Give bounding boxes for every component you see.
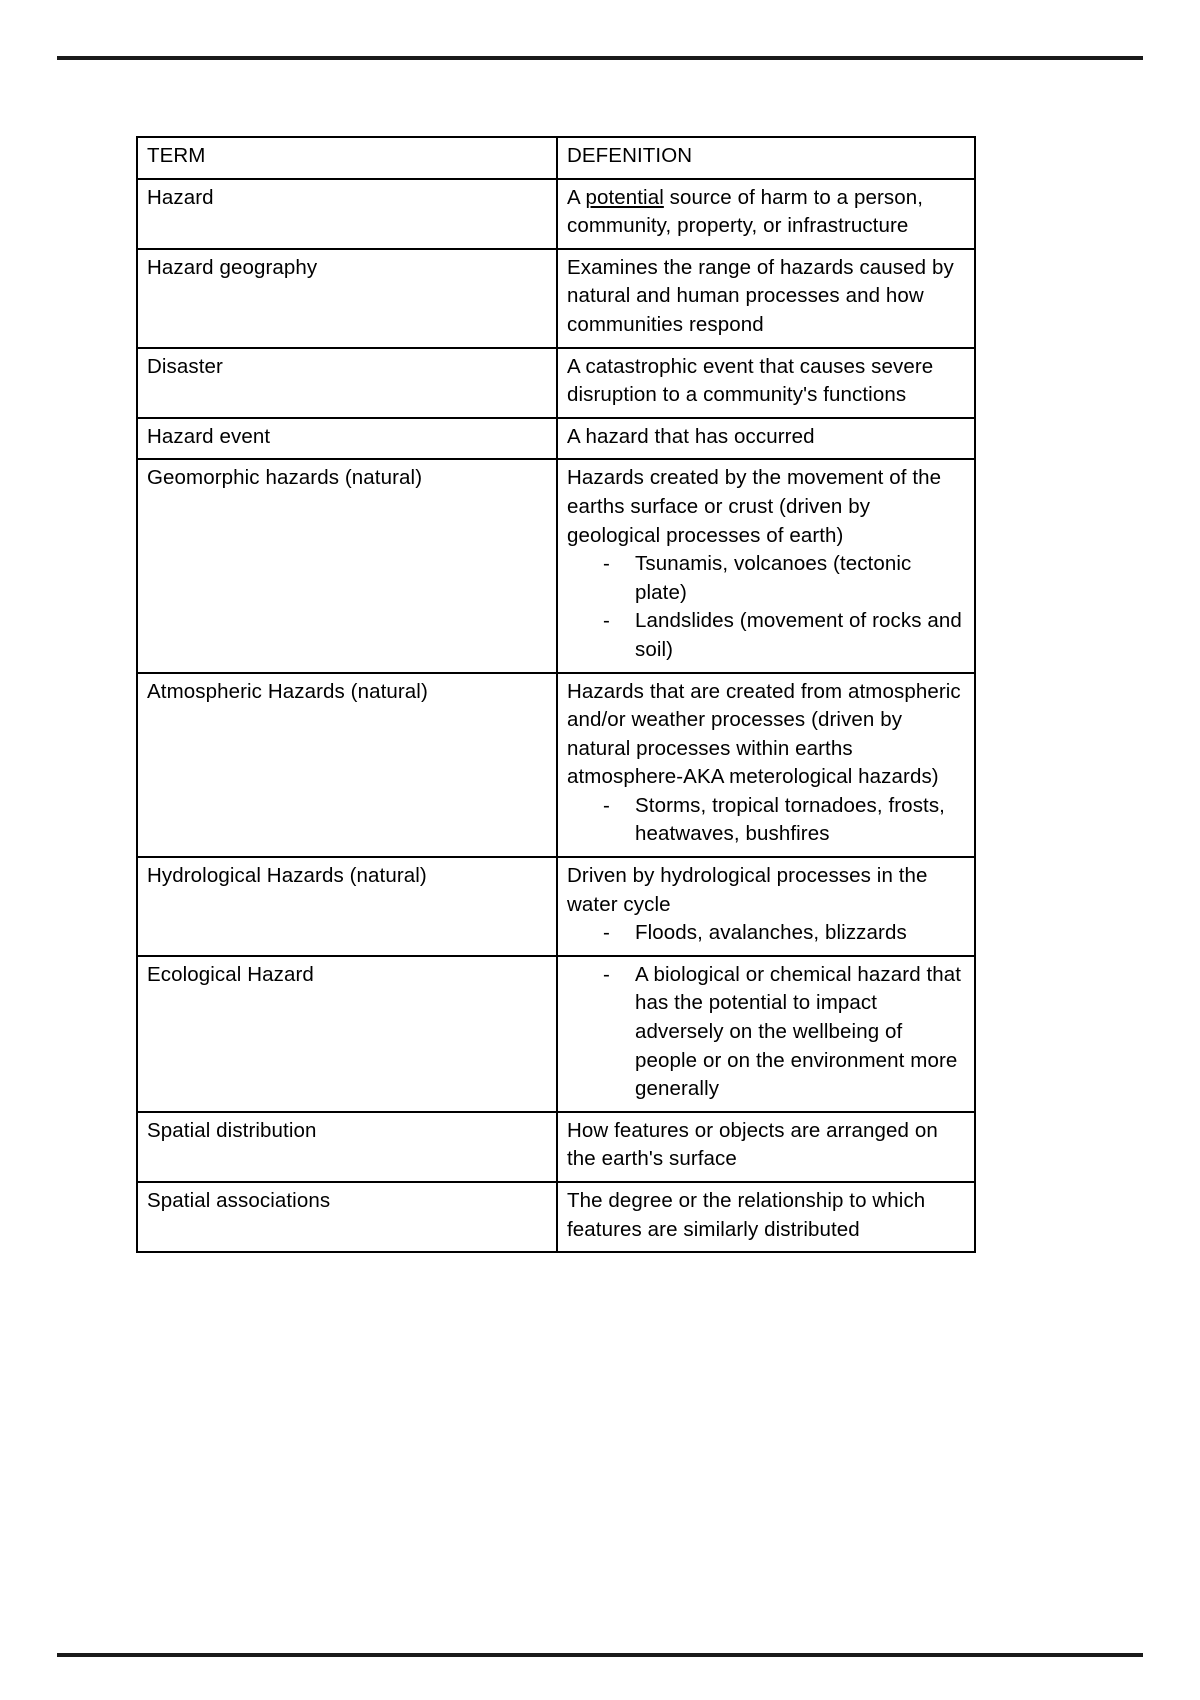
definition-bullet-list <box>567 919 965 948</box>
list-item <box>567 961 965 1104</box>
definition-text: Examines the range of hazards caused by natural and human processes and how communities respond <box>567 255 954 336</box>
list-item <box>567 550 965 607</box>
bullet-dash-icon: - <box>603 552 610 576</box>
footer-rule <box>57 1653 1143 1657</box>
definition-bullet-list <box>567 550 965 664</box>
term-cell: Hazard <box>137 179 557 249</box>
definition-cell <box>557 1182 975 1252</box>
definition-cell <box>557 418 975 460</box>
term-cell: Disaster <box>137 348 557 418</box>
table-row <box>137 673 975 858</box>
bullet-dash-icon: - <box>603 793 610 817</box>
bullet-text: Tsunamis, volcanoes (tectonic plate) <box>635 552 912 604</box>
bullet-text: Storms, tropical tornadoes, frosts, heatwaves, bushfires <box>635 793 945 846</box>
list-item <box>567 792 965 849</box>
list-item <box>567 919 965 948</box>
definition-text: How features or objects are arranged on the earth's surface <box>567 1118 938 1171</box>
list-item <box>567 607 965 664</box>
definition-cell <box>557 179 975 249</box>
bullet-text: Landslides (movement of rocks and soil) <box>635 609 962 661</box>
definition-text: The degree or the relationship to which features are similarly distributed <box>567 1189 926 1241</box>
header-rule <box>57 56 1143 60</box>
definition-text: A hazard that has occurred <box>567 424 815 448</box>
table-body <box>137 179 975 1253</box>
table-row <box>137 956 975 1112</box>
table-row <box>137 1182 975 1252</box>
term-cell: Atmospheric Hazards (natural) <box>137 673 557 858</box>
bullet-dash-icon: - <box>603 962 610 986</box>
term-cell: Spatial associations <box>137 1182 557 1252</box>
definition-text: A catastrophic event that causes severe disruption to a community's functions <box>567 354 934 407</box>
glossary-table-container <box>136 136 974 1253</box>
definition-cell <box>557 249 975 348</box>
term-cell: Hydrological Hazards (natural) <box>137 857 557 956</box>
bullet-text: Floods, avalanches, blizzards <box>635 921 907 945</box>
definition-cell <box>557 348 975 418</box>
definition-cell <box>557 857 975 956</box>
column-header-definition: DEFENITION <box>557 137 975 179</box>
term-cell: Spatial distribution <box>137 1112 557 1182</box>
definition-cell <box>557 956 975 1112</box>
bullet-text: A biological or chemical hazard that has the potential to impact adversely on the wellbeing of people or on the environment more generally <box>635 962 962 1101</box>
table-header-row <box>137 137 975 179</box>
definition-cell <box>557 1112 975 1182</box>
table-row <box>137 418 975 460</box>
glossary-table <box>136 136 976 1253</box>
term-cell: Geomorphic hazards (natural) <box>137 459 557 672</box>
table-row <box>137 348 975 418</box>
definition-bullet-list <box>567 792 965 849</box>
term-cell: Hazard event <box>137 418 557 460</box>
table-row <box>137 249 975 348</box>
bullet-dash-icon: - <box>603 921 610 945</box>
term-cell: Ecological Hazard <box>137 956 557 1112</box>
definition-cell <box>557 673 975 858</box>
bullet-dash-icon: - <box>603 609 610 633</box>
table-row <box>137 857 975 956</box>
term-cell: Hazard geography <box>137 249 557 348</box>
definition-text: Hazards that are created from atmospheric and/or weather processes (driven by natural processes within earths atmosphere-AKA meterological hazards) <box>567 679 961 789</box>
table-row <box>137 1112 975 1182</box>
definition-text: A potential source of harm to a person, community, property, or infrastructure <box>567 185 924 238</box>
table-row <box>137 179 975 249</box>
table-header <box>137 137 975 179</box>
definition-bullet-list <box>567 961 965 1104</box>
definition-text: Driven by hydrological processes in the water cycle <box>567 864 928 916</box>
table-row <box>137 459 975 672</box>
column-header-term: TERM <box>137 137 557 179</box>
definition-cell <box>557 459 975 672</box>
definition-text: Hazards created by the movement of the earths surface or crust (driven by geological processes of earth) <box>567 466 942 547</box>
emphasised-word: potential <box>585 185 664 209</box>
